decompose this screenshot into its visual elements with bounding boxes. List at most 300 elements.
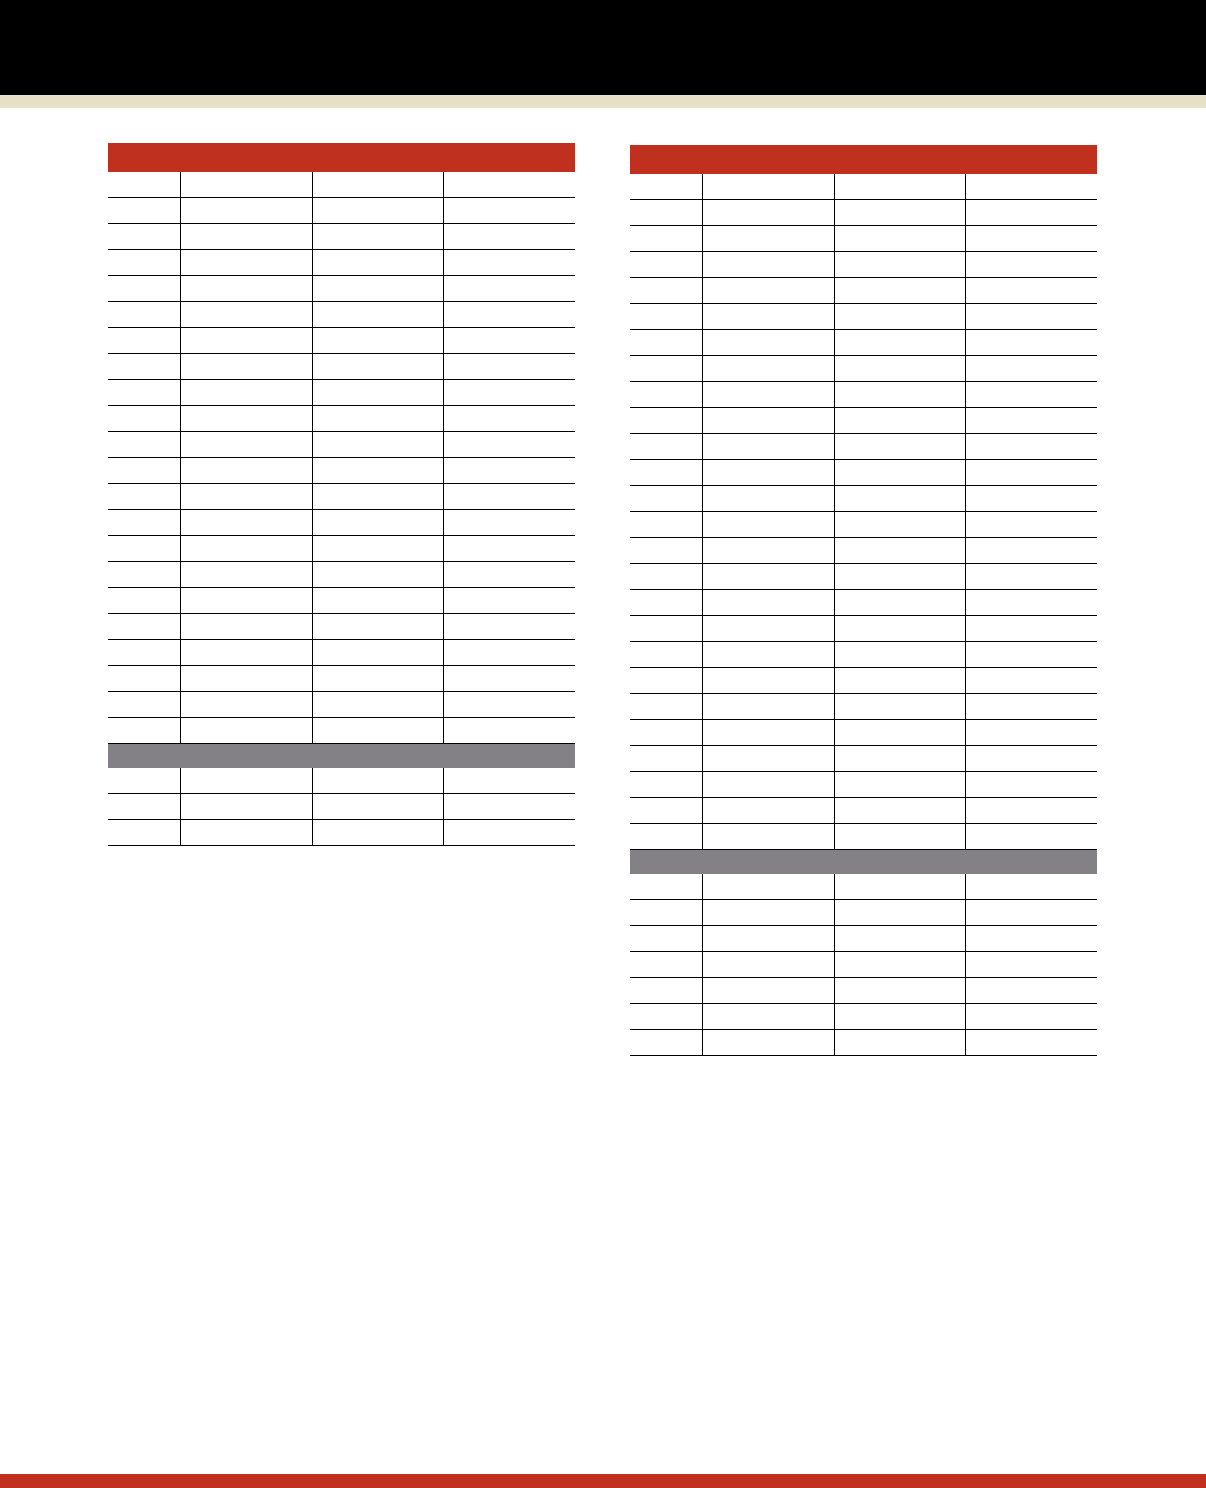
table-cell bbox=[180, 588, 312, 614]
table-cell bbox=[443, 172, 575, 198]
table-cell bbox=[312, 666, 443, 692]
table-cell bbox=[834, 145, 965, 174]
table-cell bbox=[702, 926, 834, 952]
table-cell bbox=[702, 746, 834, 772]
table-cell bbox=[965, 145, 1097, 174]
table-cell bbox=[312, 172, 443, 198]
table-cell bbox=[834, 900, 965, 926]
table-cell bbox=[702, 226, 834, 252]
table-cell bbox=[180, 354, 312, 380]
table-cell bbox=[834, 590, 965, 616]
table-cell bbox=[443, 380, 575, 406]
table-cell bbox=[312, 354, 443, 380]
table-cell bbox=[965, 952, 1097, 978]
table-cell bbox=[312, 614, 443, 640]
table-cell bbox=[443, 198, 575, 224]
table-row bbox=[630, 460, 1097, 486]
table-row bbox=[630, 564, 1097, 590]
table-cell bbox=[108, 224, 180, 250]
table-cell bbox=[702, 668, 834, 694]
table-cell bbox=[443, 562, 575, 588]
table-cell bbox=[443, 588, 575, 614]
table-cell bbox=[834, 408, 965, 434]
table-row bbox=[108, 432, 575, 458]
table-row bbox=[630, 226, 1097, 252]
table-row bbox=[630, 616, 1097, 642]
table-cell bbox=[180, 198, 312, 224]
table-cell bbox=[834, 798, 965, 824]
table-cell bbox=[443, 432, 575, 458]
table-row bbox=[108, 562, 575, 588]
table-cell bbox=[702, 564, 834, 590]
table-cell bbox=[443, 614, 575, 640]
table-cell bbox=[443, 302, 575, 328]
table-row bbox=[108, 718, 575, 744]
table-cell bbox=[834, 1030, 965, 1056]
table-cell bbox=[834, 874, 965, 900]
table-row bbox=[630, 798, 1097, 824]
table-cell bbox=[108, 510, 180, 536]
accent-band bbox=[0, 95, 1206, 108]
table-cell bbox=[702, 382, 834, 408]
table-cell bbox=[834, 926, 965, 952]
table-cell bbox=[630, 174, 702, 200]
table-cell bbox=[108, 354, 180, 380]
table-cell bbox=[312, 224, 443, 250]
table-cell bbox=[965, 874, 1097, 900]
table-cell bbox=[630, 460, 702, 486]
table-row bbox=[108, 302, 575, 328]
table-row bbox=[108, 172, 575, 198]
table-row bbox=[630, 694, 1097, 720]
table-cell bbox=[702, 642, 834, 668]
table-cell bbox=[702, 616, 834, 642]
table-row bbox=[630, 720, 1097, 746]
table-cell bbox=[834, 252, 965, 278]
table-cell bbox=[312, 562, 443, 588]
table-cell bbox=[108, 692, 180, 718]
table-cell bbox=[108, 768, 180, 794]
table-cell bbox=[702, 850, 834, 875]
table-cell bbox=[180, 458, 312, 484]
table-cell bbox=[108, 458, 180, 484]
table-cell bbox=[630, 382, 702, 408]
table-row bbox=[108, 768, 575, 794]
table-cell bbox=[180, 172, 312, 198]
table-cell bbox=[312, 744, 443, 769]
table-cell bbox=[965, 694, 1097, 720]
table-cell bbox=[312, 406, 443, 432]
table-cell bbox=[312, 302, 443, 328]
table-cell bbox=[834, 330, 965, 356]
table-row bbox=[630, 252, 1097, 278]
table-cell bbox=[834, 356, 965, 382]
table-cell bbox=[702, 330, 834, 356]
table-cell bbox=[108, 484, 180, 510]
table-cell bbox=[834, 772, 965, 798]
table-cell bbox=[702, 174, 834, 200]
table-row bbox=[630, 900, 1097, 926]
table-row bbox=[630, 926, 1097, 952]
table-cell bbox=[965, 226, 1097, 252]
table-cell bbox=[834, 512, 965, 538]
table-cell bbox=[965, 174, 1097, 200]
table-cell bbox=[443, 224, 575, 250]
table-cell bbox=[630, 772, 702, 798]
table-cell bbox=[965, 564, 1097, 590]
table-row bbox=[108, 640, 575, 666]
table-cell bbox=[443, 328, 575, 354]
table-cell bbox=[108, 406, 180, 432]
table-cell bbox=[312, 143, 443, 172]
table-row bbox=[630, 278, 1097, 304]
table-row bbox=[630, 408, 1097, 434]
table-cell bbox=[312, 380, 443, 406]
table-cell bbox=[443, 458, 575, 484]
table-cell bbox=[965, 772, 1097, 798]
table-row bbox=[108, 224, 575, 250]
table-row bbox=[630, 174, 1097, 200]
table-cell bbox=[965, 642, 1097, 668]
table-cell bbox=[108, 328, 180, 354]
table-cell bbox=[630, 746, 702, 772]
table-row bbox=[108, 614, 575, 640]
table-cell bbox=[630, 926, 702, 952]
table-cell bbox=[965, 252, 1097, 278]
table-cell bbox=[443, 406, 575, 432]
table-cell bbox=[834, 746, 965, 772]
table-cell bbox=[834, 304, 965, 330]
table-cell bbox=[630, 824, 702, 850]
table-cell bbox=[312, 198, 443, 224]
table-cell bbox=[630, 538, 702, 564]
table-cell bbox=[702, 460, 834, 486]
table-cell bbox=[702, 145, 834, 174]
table-cell bbox=[180, 640, 312, 666]
table-cell bbox=[630, 1004, 702, 1030]
table-cell bbox=[702, 252, 834, 278]
table-cell bbox=[180, 250, 312, 276]
table-cell bbox=[443, 510, 575, 536]
table-cell bbox=[965, 278, 1097, 304]
table-row bbox=[630, 642, 1097, 668]
table-cell bbox=[108, 744, 180, 769]
table-cell bbox=[180, 536, 312, 562]
table-cell bbox=[965, 304, 1097, 330]
table-cell bbox=[443, 276, 575, 302]
table-row bbox=[630, 668, 1097, 694]
table-cell bbox=[443, 820, 575, 846]
table-cell bbox=[630, 850, 702, 875]
table-cell bbox=[443, 692, 575, 718]
table-cell bbox=[443, 744, 575, 769]
data-table-right bbox=[630, 145, 1097, 1056]
table-cell bbox=[702, 434, 834, 460]
table-cell bbox=[702, 1030, 834, 1056]
table-cell bbox=[965, 382, 1097, 408]
table-cell bbox=[965, 434, 1097, 460]
table-row bbox=[108, 588, 575, 614]
table-cell bbox=[834, 1004, 965, 1030]
table-cell bbox=[312, 510, 443, 536]
table-cell bbox=[108, 143, 180, 172]
table-cell bbox=[180, 328, 312, 354]
table-cell bbox=[834, 460, 965, 486]
table-row bbox=[630, 1030, 1097, 1056]
table-cell bbox=[702, 798, 834, 824]
table-cell bbox=[443, 768, 575, 794]
table-cell bbox=[180, 614, 312, 640]
table-cell bbox=[702, 486, 834, 512]
table-cell bbox=[630, 952, 702, 978]
table-cell bbox=[702, 1004, 834, 1030]
table-cell bbox=[630, 642, 702, 668]
table-cell bbox=[443, 143, 575, 172]
table-cell bbox=[312, 640, 443, 666]
table-cell bbox=[965, 616, 1097, 642]
table-cell bbox=[443, 354, 575, 380]
table-cell bbox=[630, 720, 702, 746]
table-cell bbox=[965, 512, 1097, 538]
table-row bbox=[108, 250, 575, 276]
table-cell bbox=[834, 486, 965, 512]
table-cell bbox=[834, 824, 965, 850]
table-cell bbox=[180, 432, 312, 458]
table-row bbox=[630, 772, 1097, 798]
table-cell bbox=[965, 926, 1097, 952]
table-row bbox=[630, 304, 1097, 330]
table-row bbox=[108, 536, 575, 562]
table-row bbox=[108, 198, 575, 224]
table-cell bbox=[443, 484, 575, 510]
table-cell bbox=[965, 538, 1097, 564]
table-cell bbox=[702, 512, 834, 538]
table-cell bbox=[443, 250, 575, 276]
table-cell bbox=[702, 824, 834, 850]
table-cell bbox=[834, 952, 965, 978]
table-cell bbox=[443, 640, 575, 666]
table-row bbox=[108, 328, 575, 354]
table-cell bbox=[702, 874, 834, 900]
table-cell bbox=[312, 250, 443, 276]
table-cell bbox=[312, 768, 443, 794]
table-cell bbox=[702, 772, 834, 798]
table-cell bbox=[180, 302, 312, 328]
table-cell bbox=[108, 536, 180, 562]
table-cell bbox=[965, 668, 1097, 694]
data-table-left bbox=[108, 143, 575, 846]
table-cell bbox=[630, 668, 702, 694]
table-row bbox=[108, 692, 575, 718]
top-header-bar bbox=[0, 0, 1206, 95]
table-cell bbox=[630, 226, 702, 252]
table-cell bbox=[312, 276, 443, 302]
table-cell bbox=[965, 798, 1097, 824]
table-cell bbox=[180, 562, 312, 588]
table-cell bbox=[630, 330, 702, 356]
section-header-row bbox=[630, 850, 1097, 875]
table-cell bbox=[834, 642, 965, 668]
table-cell bbox=[965, 408, 1097, 434]
table-cell bbox=[312, 458, 443, 484]
table-cell bbox=[630, 145, 702, 174]
table-cell bbox=[834, 278, 965, 304]
table-cell bbox=[834, 616, 965, 642]
table-cell bbox=[965, 590, 1097, 616]
table-cell bbox=[312, 432, 443, 458]
table-cell bbox=[180, 744, 312, 769]
table-row bbox=[108, 406, 575, 432]
table-row bbox=[630, 1004, 1097, 1030]
table-cell bbox=[443, 718, 575, 744]
table-cell bbox=[834, 538, 965, 564]
table-row bbox=[630, 590, 1097, 616]
table-cell bbox=[630, 200, 702, 226]
table-cell bbox=[702, 538, 834, 564]
table-cell bbox=[834, 434, 965, 460]
table-cell bbox=[630, 486, 702, 512]
table-cell bbox=[312, 484, 443, 510]
table-cell bbox=[630, 798, 702, 824]
table-cell bbox=[180, 224, 312, 250]
table-row bbox=[630, 978, 1097, 1004]
table-cell bbox=[702, 720, 834, 746]
table-cell bbox=[108, 432, 180, 458]
table-cell bbox=[965, 720, 1097, 746]
table-cell bbox=[965, 978, 1097, 1004]
table-row bbox=[630, 382, 1097, 408]
bottom-footer-bar bbox=[0, 1474, 1206, 1488]
table-cell bbox=[443, 536, 575, 562]
table-row bbox=[630, 486, 1097, 512]
table-row bbox=[108, 666, 575, 692]
table-row bbox=[630, 952, 1097, 978]
table-cell bbox=[630, 694, 702, 720]
table-cell bbox=[630, 434, 702, 460]
table-row bbox=[630, 538, 1097, 564]
table-cell bbox=[834, 200, 965, 226]
table-row bbox=[108, 354, 575, 380]
table-row bbox=[630, 746, 1097, 772]
table-row bbox=[630, 434, 1097, 460]
table-cell bbox=[702, 356, 834, 382]
table-header-row bbox=[108, 143, 575, 172]
table-cell bbox=[108, 820, 180, 846]
table-cell bbox=[630, 564, 702, 590]
table-cell bbox=[834, 564, 965, 590]
table-cell bbox=[180, 666, 312, 692]
table-cell bbox=[108, 380, 180, 406]
table-cell bbox=[834, 694, 965, 720]
section-header-row bbox=[108, 744, 575, 769]
table-cell bbox=[965, 900, 1097, 926]
table-row bbox=[108, 484, 575, 510]
table-cell bbox=[443, 666, 575, 692]
table-cell bbox=[630, 304, 702, 330]
table-row bbox=[108, 820, 575, 846]
table-cell bbox=[108, 250, 180, 276]
table-cell bbox=[180, 692, 312, 718]
table-row bbox=[630, 330, 1097, 356]
table-cell bbox=[965, 746, 1097, 772]
table-cell bbox=[965, 824, 1097, 850]
table-cell bbox=[965, 200, 1097, 226]
table-cell bbox=[630, 252, 702, 278]
table-cell bbox=[108, 172, 180, 198]
table-cell bbox=[180, 820, 312, 846]
table-row bbox=[630, 200, 1097, 226]
table-cell bbox=[630, 978, 702, 1004]
table-cell bbox=[630, 278, 702, 304]
table-cell bbox=[630, 1030, 702, 1056]
table-row bbox=[108, 458, 575, 484]
table-cell bbox=[702, 590, 834, 616]
table-cell bbox=[180, 484, 312, 510]
table-cell bbox=[312, 718, 443, 744]
table-cell bbox=[312, 820, 443, 846]
table-cell bbox=[965, 460, 1097, 486]
table-cell bbox=[312, 588, 443, 614]
table-cell bbox=[312, 328, 443, 354]
table-cell bbox=[108, 302, 180, 328]
table-cell bbox=[108, 666, 180, 692]
table-cell bbox=[180, 143, 312, 172]
table-cell bbox=[702, 408, 834, 434]
table-cell bbox=[834, 668, 965, 694]
table-cell bbox=[180, 406, 312, 432]
table-cell bbox=[834, 978, 965, 1004]
table-header-row bbox=[630, 145, 1097, 174]
table-row bbox=[630, 512, 1097, 538]
table-cell bbox=[834, 226, 965, 252]
table-cell bbox=[965, 486, 1097, 512]
table-cell bbox=[180, 794, 312, 820]
table-cell bbox=[702, 278, 834, 304]
table-cell bbox=[108, 640, 180, 666]
table-cell bbox=[630, 616, 702, 642]
table-cell bbox=[834, 174, 965, 200]
table-cell bbox=[312, 536, 443, 562]
table-cell bbox=[965, 850, 1097, 875]
table-row bbox=[630, 824, 1097, 850]
table-cell bbox=[108, 718, 180, 744]
table-cell bbox=[702, 694, 834, 720]
table-cell bbox=[702, 200, 834, 226]
table-cell bbox=[702, 978, 834, 1004]
table-cell bbox=[180, 276, 312, 302]
table-cell bbox=[443, 794, 575, 820]
table-row bbox=[108, 276, 575, 302]
table-cell bbox=[180, 510, 312, 536]
table-cell bbox=[965, 356, 1097, 382]
table-cell bbox=[108, 588, 180, 614]
table-cell bbox=[630, 590, 702, 616]
table-cell bbox=[834, 720, 965, 746]
table-cell bbox=[630, 408, 702, 434]
table-row bbox=[630, 874, 1097, 900]
table-cell bbox=[630, 900, 702, 926]
table-cell bbox=[180, 718, 312, 744]
table-cell bbox=[702, 952, 834, 978]
table-cell bbox=[965, 330, 1097, 356]
table-cell bbox=[108, 614, 180, 640]
table-cell bbox=[702, 304, 834, 330]
table-cell bbox=[108, 276, 180, 302]
table-cell bbox=[630, 356, 702, 382]
table-cell bbox=[180, 768, 312, 794]
table-row bbox=[108, 794, 575, 820]
table-cell bbox=[312, 692, 443, 718]
